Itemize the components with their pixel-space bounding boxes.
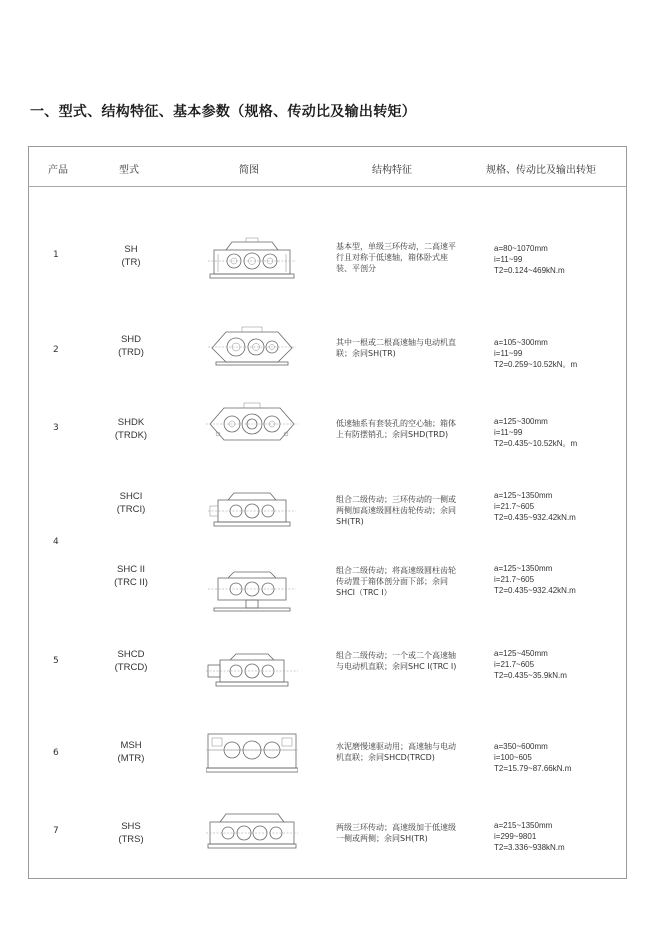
header-sketch: 简图 xyxy=(239,165,259,176)
structure-text: 其中一根或二根高速轴与电动机直联；余同SH(TR) xyxy=(336,338,456,358)
row-number: 5 xyxy=(53,656,59,666)
reducer-sketch-icon xyxy=(206,808,298,854)
spec-values: a=125~450mm i=21.7~605 T2=0.435~35.9kN.m xyxy=(494,649,567,680)
structure-text: 组合二级传动；将高速级圆柱齿轮传动置于箱体剖分面下部；余同SHCI（TRC I） xyxy=(336,566,456,597)
spec-values: a=80~1070mm i=11~99 T2=0.124~469kN.m xyxy=(494,244,565,275)
header-product: 产品 xyxy=(48,165,68,176)
reducer-sketch-icon xyxy=(206,648,298,694)
model-name: SH (TR) xyxy=(121,244,141,268)
spec-values: a=105~300mm i=11~99 T2=0.259~10.52kN。m xyxy=(494,338,578,369)
spec-values: a=215~1350mm i=299~9801 T2=3.336~938kN.m xyxy=(494,821,565,852)
page-title: 一、型式、结构特征、基本参数（规格、传动比及输出转矩） xyxy=(30,104,417,120)
structure-text: 组合二级传动；三环传动的一侧或两侧加高速级圆柱齿轮传动；余同SH(TR) xyxy=(336,495,456,526)
model-name: MSH (MTR) xyxy=(117,740,145,764)
structure-text: 基本型，单级三环传动，二高速平行且对称于低速轴，箱体卧式座装、平剖分 xyxy=(336,242,456,273)
spec-values: a=125~300mm i=11~99 T2=0.435~10.52kN。m xyxy=(494,417,578,448)
model-name: SHCD (TRCD) xyxy=(114,649,148,673)
spec-values: a=350~600mm i=100~605 T2=15.79~87.66kN.m xyxy=(494,742,572,773)
row-number: 3 xyxy=(53,423,59,433)
structure-text: 水泥磨慢速驱动用；高速轴与电动机直联；余同SHCD(TRCD) xyxy=(336,742,456,762)
row-number: 7 xyxy=(53,826,59,836)
model-name: SHS (TRS) xyxy=(118,821,144,845)
spec-values: a=125~1350mm i=21.7~605 T2=0.435~932.42kN.m xyxy=(494,564,576,595)
structure-text: 低速轴系有套装孔的空心轴；箱体上有防摆销孔；余同SHD(TRD) xyxy=(336,419,456,439)
row-number: 6 xyxy=(53,748,59,758)
header-structure: 结构特征 xyxy=(372,165,412,176)
reducer-sketch-icon xyxy=(206,488,298,532)
reducer-sketch-icon xyxy=(206,400,298,446)
row-number: 4 xyxy=(53,537,59,547)
structure-text: 组合二级传动；一个或二个高速轴与电动机直联；余同SHC I(TRC I) xyxy=(336,651,457,671)
header-specs: 规格、传动比及输出转矩 xyxy=(486,165,596,176)
structure-text: 两级三环传动；高速级加于低速级一侧或两侧；余同SH(TR) xyxy=(336,823,456,843)
reducer-sketch-icon xyxy=(206,568,298,614)
header-divider xyxy=(28,186,627,187)
row-number: 1 xyxy=(53,250,59,260)
spec-values: a=125~1350mm i=21.7~605 T2=0.435~932.42kN.m xyxy=(494,491,576,522)
row-number: 2 xyxy=(53,345,59,355)
reducer-sketch-icon xyxy=(206,236,298,282)
model-name: SHD (TRD) xyxy=(118,334,144,358)
header-type: 型式 xyxy=(119,165,139,176)
model-name: SHC II (TRC II) xyxy=(114,564,148,588)
reducer-sketch-icon xyxy=(206,322,298,368)
model-name: SHCI (TRCI) xyxy=(116,491,146,515)
reducer-sketch-icon xyxy=(206,728,298,776)
model-name: SHDK (TRDK) xyxy=(114,417,148,441)
